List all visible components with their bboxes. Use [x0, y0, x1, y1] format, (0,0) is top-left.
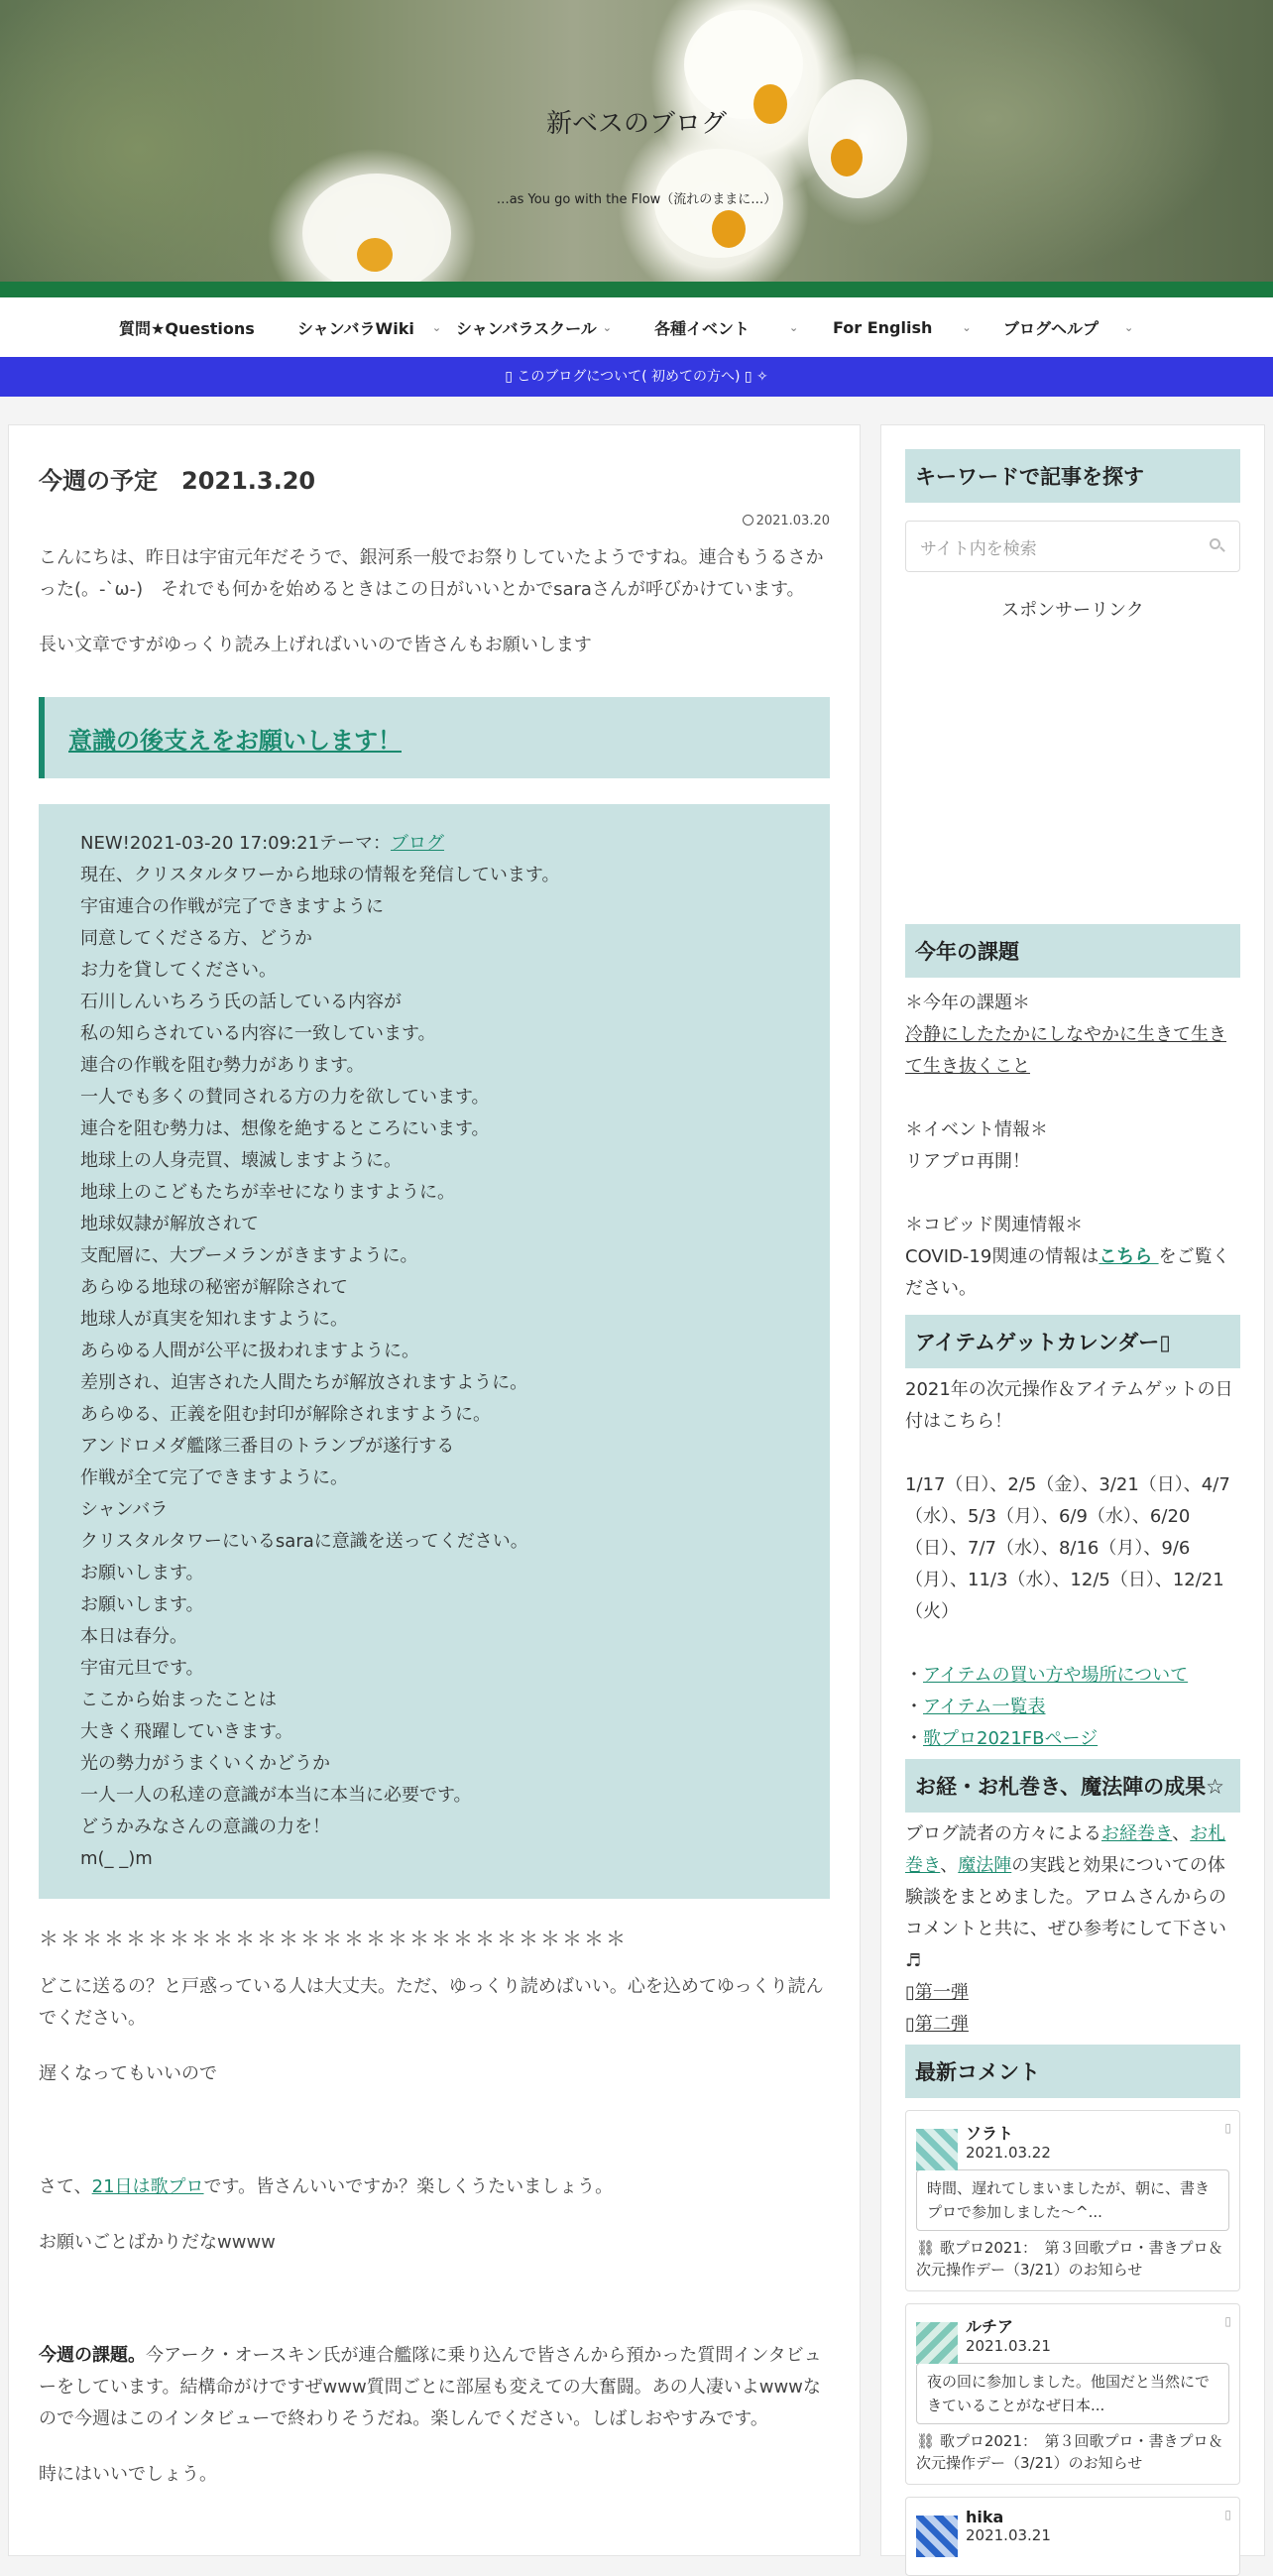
- avatar: [916, 2322, 958, 2364]
- quote-lines: [80, 860, 830, 1875]
- search-input[interactable]: サイト内を検索: [920, 538, 1037, 559]
- main-nav: [0, 297, 1273, 357]
- nav-item-shambhala-school[interactable]: [456, 297, 654, 357]
- comment-author: ルチア: [966, 2317, 1014, 2336]
- quote-line: 私の知らされている内容に一致しています。: [80, 1023, 436, 1044]
- okyo-heading: お経・お札巻き、魔法陣の成果☆: [905, 1759, 1240, 1813]
- chevron-down-icon: ⌄: [602, 320, 612, 334]
- sponsor-label: スポンサーリンク: [1001, 600, 1144, 621]
- comment-date: 2021.03.22: [966, 2144, 1051, 2162]
- site-title[interactable]: 新ベスのブログ: [545, 109, 727, 139]
- calendar-intro: 2021年の次元操作＆アイテムゲットの日付はこちら！: [905, 1379, 1233, 1432]
- quote-block: [39, 804, 830, 1899]
- link-icon: ⛓: [916, 2432, 936, 2450]
- search-heading: キーワードで記事を探す: [905, 449, 1240, 503]
- utapro-paragraph: [39, 2171, 830, 2203]
- quote-line: m(_ _)m: [80, 1848, 153, 1869]
- quote-line: 同意してくださる方、どうか: [80, 928, 312, 949]
- event-text: リアプロ再開！: [905, 1151, 1030, 1172]
- quote-line: 地球奴隷が解放されて: [80, 1214, 259, 1234]
- last-paragraph: 時にはいいでしょう。: [39, 2464, 217, 2485]
- quote-line: あらゆる地球の秘密が解除されて: [80, 1277, 348, 1298]
- calendar-link-row: [905, 1660, 1240, 1692]
- quote-line: 連合の作戦を阻む勢力があります。: [80, 1055, 365, 1076]
- nav-label: For English: [833, 317, 933, 337]
- nav-item-blog-help[interactable]: [1003, 297, 1162, 357]
- chevron-down-icon: ⌄: [962, 320, 972, 334]
- covid-suffix: をご覧ください。: [905, 1246, 1230, 1299]
- nav-label: シャンバラWiki: [297, 318, 414, 338]
- nav-item-questions[interactable]: [119, 297, 297, 357]
- bullet: ・: [905, 1697, 923, 1717]
- utapro-link[interactable]: 21日は歌プロ: [91, 2176, 204, 2197]
- quote-line: 宇宙連合の作戦が完了できますように: [80, 896, 384, 917]
- quote-line: お力を貸してください。: [80, 960, 277, 981]
- nav-item-for-english[interactable]: [833, 297, 1003, 357]
- post-date: [39, 514, 830, 528]
- section-heading-link[interactable]: 意識の後支えをお願いします！: [68, 726, 402, 755]
- okyo-part1-link[interactable]: ▯第一弾: [905, 1982, 969, 2003]
- quote-line: 差別され、迫害された人間たちが解放されますように。: [80, 1372, 528, 1393]
- comment-card[interactable]: [905, 2497, 1240, 2576]
- quote-line: シャンバラ: [80, 1499, 169, 1520]
- quote-line: 支配層に、大ブーメランがきますように。: [80, 1245, 418, 1266]
- okyo-sep: 、: [940, 1855, 959, 1876]
- bullet: ・: [905, 1728, 923, 1749]
- comment-source-text[interactable]: 歌プロ2021： 第３回歌プロ・書きプロ＆次元操作デー（3/21）のお知らせ: [916, 2239, 1223, 2279]
- quote-line: 光の勢力がうまくいくかどうか: [80, 1753, 330, 1774]
- event-label: ＊イベント情報＊: [905, 1119, 1048, 1140]
- okyo-text: [905, 1818, 1240, 1977]
- chevron-down-icon: ⌄: [1124, 320, 1134, 334]
- calendar-link-row: [905, 1692, 1240, 1723]
- okyo-sep: 、: [1172, 1823, 1191, 1844]
- site-tagline: …as You go with the Flow（流れのままに…）: [496, 192, 777, 207]
- comment-card[interactable]: [905, 2110, 1240, 2291]
- search-icon[interactable]: [1210, 538, 1225, 554]
- intro-paragraph-2: 長い文章ですがゆっくり読み上げればいいので皆さんもお願いします: [39, 635, 592, 655]
- avatar: [916, 2129, 958, 2170]
- covid-label: ＊コビッド関連情報＊: [905, 1215, 1084, 1235]
- okyo-link-mahoujin[interactable]: 魔法陣: [958, 1855, 1012, 1876]
- items-howto-link[interactable]: アイテムの買い方や場所について: [923, 1665, 1189, 1686]
- chevron-down-icon: ⌄: [789, 320, 799, 334]
- covid-prefix: COVID-19関連の情報は: [905, 1246, 1099, 1267]
- avatar: [916, 2516, 958, 2557]
- notice-text: ▯ このブログについて( 初めての方へ) ▯ ✧: [505, 369, 768, 385]
- nav-label: 質問★Questions: [119, 318, 255, 338]
- kadai-link[interactable]: 冷静にしたたかにしなやかに生きて生きて生き抜くこと: [905, 1024, 1226, 1077]
- quote-line: 地球上のこどもたちが幸せになりますように。: [80, 1182, 455, 1203]
- comment-source-text[interactable]: 歌プロ2021： 第３回歌プロ・書きプロ＆次元操作デー（3/21）のお知らせ: [916, 2432, 1223, 2472]
- sidebar: [880, 424, 1265, 2556]
- nav-label: 各種イベント: [654, 318, 751, 338]
- comment-source: [916, 2430, 1229, 2474]
- calendar-heading: アイテムゲットカレンダー▯: [905, 1315, 1240, 1368]
- comment-author: hika: [966, 2508, 1004, 2526]
- onegai-paragraph: お願いごとばかりだなwwww: [39, 2232, 276, 2253]
- comment-text: 夜の回に参加しました。他国だと当然にできていることがなぜ日本...: [916, 2363, 1229, 2424]
- post-title: 今週の予定 2021.3.20: [39, 467, 316, 495]
- header-accent-bar: [0, 282, 1273, 297]
- quote-line: 石川しんいちろう氏の話している内容が: [80, 992, 402, 1012]
- intro-paragraph-1: こんにちは、昨日は宇宙元年だそうで、銀河系一般でお祭りしていたようですね。連合もうるさかった(。-`ω-) それでも何かを始めるときはこの日がいいとかでsaraさんが呼びかけています。: [39, 547, 824, 600]
- comment-date: 2021.03.21: [966, 2337, 1051, 2355]
- search-box[interactable]: [905, 521, 1240, 572]
- chevron-down-icon: ⌄: [431, 320, 442, 334]
- quote-line: お願いします。: [80, 1594, 204, 1615]
- okyo-link-okyo[interactable]: お経巻き: [1101, 1823, 1173, 1844]
- items-list-link[interactable]: アイテム一覧表: [923, 1697, 1046, 1717]
- after-paragraph-1: どこに送るの？と戸惑っている人は大丈夫。ただ、ゆっくり読めばいい。心を込めてゆっくり読んでください。: [39, 1976, 824, 2029]
- comment-date: 2021.03.21: [966, 2526, 1051, 2544]
- after-paragraph-2: 遅くなってもいいので: [39, 2063, 217, 2084]
- covid-link[interactable]: こちら: [1099, 1246, 1159, 1267]
- okyo-text-1: ブログ読者の方々による: [905, 1823, 1101, 1844]
- link-icon: ⛓: [916, 2239, 936, 2257]
- utapro-prefix: さて、: [39, 2176, 92, 2197]
- kadai-text: 今アーク・オースキン氏が連合艦隊に乗り込んで皆さんから預かった質問インタビューをしています。結構命がけですぜwww質問ごとに部屋も変えての大奮闘。あの人凄いよwwwなので今週はこのインタビューで終わりそうだね。楽しんでください。しばしおやすみです。: [39, 2345, 822, 2429]
- nav-label: シャンバラスクール: [456, 318, 597, 338]
- calendar-link-row: [905, 1723, 1240, 1755]
- quote-line: 作戦が全て完了できますように。: [80, 1467, 348, 1488]
- quote-line: どうかみなさんの意識の力を！: [80, 1816, 330, 1837]
- quote-header-text: NEW!2021-03-20 17:09:21テーマ：: [80, 833, 392, 854]
- post-date-text: 2021.03.20: [755, 514, 830, 528]
- quote-line: あらゆる人間が公平に扱われますように。: [80, 1341, 419, 1361]
- comment-icon: ▯: [1224, 2508, 1231, 2521]
- clock-icon: [743, 515, 753, 526]
- quote-line: 連合を阻む勢力は、想像を絶するところにいます。: [80, 1118, 490, 1139]
- quote-line: 一人一人の私達の意識が本当に本当に必要です。: [80, 1785, 472, 1806]
- quote-line: 宇宙元旦です。: [80, 1658, 204, 1679]
- utapro-suffix: です。皆さんいいですか？楽しくうたいましょう。: [203, 2176, 614, 2197]
- comments-heading: 最新コメント: [905, 2045, 1240, 2098]
- kadai-bold: 今週の課題。: [39, 2345, 146, 2366]
- quote-line: 地球上の人身売買、壊滅しますように。: [80, 1150, 402, 1171]
- kadai-label: ＊今年の課題＊: [905, 993, 1030, 1013]
- section-heading: [39, 697, 830, 778]
- kadai-paragraph: [39, 2340, 830, 2435]
- ad-slot: [905, 622, 1240, 924]
- calendar-dates: 1/17（日）、2/5（金）、3/21（日）、4/7（水）、5/3（月）、6/9（水）、6/20（日）、7/7（水）、8/16（月）、9/6（月）、11/3（水）、12/5（日）、12/21（火）: [905, 1474, 1230, 1622]
- quote-line: あらゆる、正義を阻む封印が解除されますように。: [80, 1404, 491, 1425]
- notice-bar[interactable]: [0, 357, 1273, 397]
- utapro-fb-link[interactable]: 歌プロ2021FBページ: [923, 1728, 1099, 1749]
- main-content: [8, 424, 861, 2556]
- quote-line: お願いします。: [80, 1563, 204, 1583]
- covid-text: [905, 1241, 1240, 1305]
- quote-line: 本日は春分。: [80, 1626, 187, 1647]
- comment-icon: ▯: [1224, 2314, 1231, 2328]
- quote-line: 地球人が真実を知れますように。: [80, 1309, 348, 1330]
- quote-header: [80, 828, 830, 860]
- comment-card[interactable]: [905, 2303, 1240, 2485]
- quote-line: 一人でも多くの賛同される方の力を欲しています。: [80, 1087, 490, 1108]
- quote-line: アンドロメダ艦隊三番目のトランプが遂行する: [80, 1436, 455, 1457]
- comment-source: [916, 2237, 1229, 2281]
- quote-line: 大きく飛躍していきます。: [80, 1721, 293, 1742]
- okyo-link-ofuda[interactable]: お札巻き: [905, 1823, 1226, 1876]
- nav-item-shambhala-wiki[interactable]: [297, 297, 456, 357]
- comment-text: 時間、遅れてしまいましたが、朝に、書きプロで参加しました〜^...: [916, 2169, 1229, 2231]
- star-divider: ＊＊＊＊＊＊＊＊＊＊＊＊＊＊＊＊＊＊＊＊＊＊＊＊＊＊＊: [39, 1927, 628, 1950]
- okyo-part2-link[interactable]: ▯第二弾: [905, 2014, 969, 2035]
- okyo-text-2: の実践と効果についての体験談をまとめました。アロムさんからのコメントと共に、ぜひ参考にして下さい♬: [905, 1855, 1226, 1971]
- site-header: [0, 0, 1273, 282]
- quote-line: 現在、クリスタルタワーから地球の情報を発信しています。: [80, 865, 560, 885]
- comment-author: ソラト: [966, 2124, 1014, 2143]
- bullet: ・: [905, 1665, 923, 1686]
- nav-item-events[interactable]: [654, 297, 833, 357]
- quote-theme-link[interactable]: ブログ: [391, 833, 445, 854]
- comment-icon: ▯: [1224, 2121, 1231, 2135]
- quote-line: ここから始まったことは: [80, 1690, 277, 1710]
- kadai-heading: 今年の課題: [905, 924, 1240, 978]
- quote-line: クリスタルタワーにいるsaraに意識を送ってください。: [80, 1531, 528, 1552]
- nav-label: ブログヘルプ: [1003, 318, 1099, 338]
